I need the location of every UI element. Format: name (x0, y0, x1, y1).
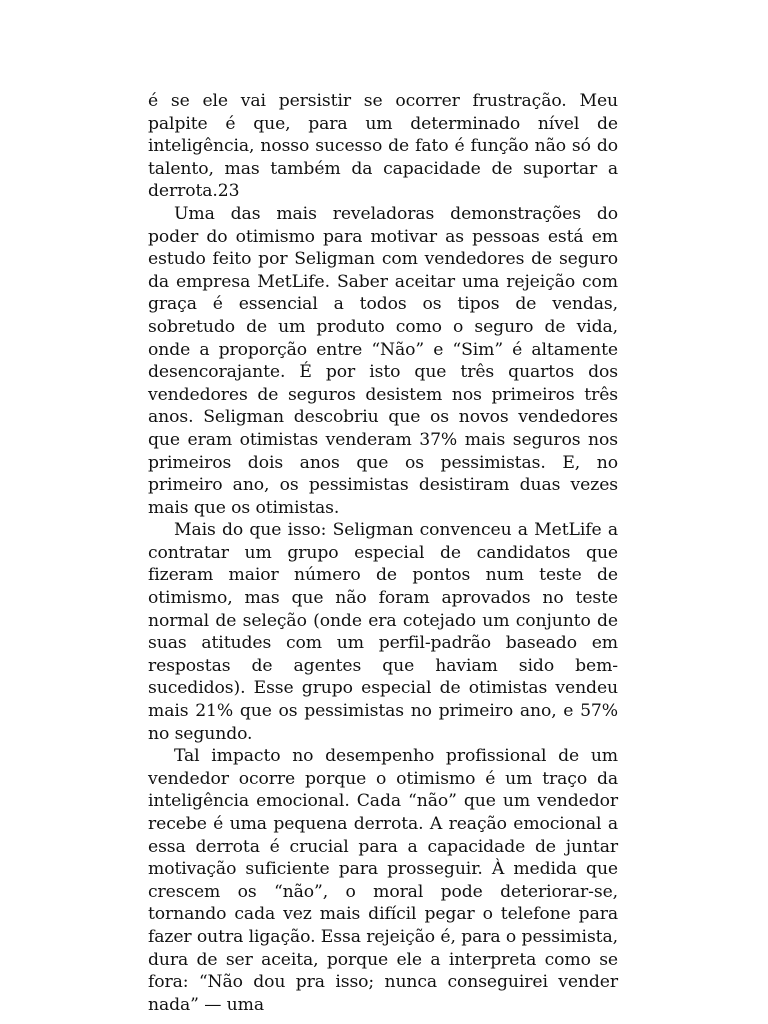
page-body-text (148, 90, 618, 1016)
paragraph-emotional-intelligence: Tal impacto no desempenho profissional de um vendedor ocorre porque o otimismo é um traço da inteligência emocional. Cada “não” que um vendedor recebe é uma pequena derrota. A reação emocional a essa derrota é crucial para a capacidade de juntar motivação suficiente para prosseguir. À medida que crescem os “não”, o moral pode deteriorar-se, tornando cada vez mais difícil pegar o telefone para fazer outra ligação. Essa rejeição é, para o pessimista, dura de ser aceita, porque ele a interpreta como se fora: “Não dou pra isso; nunca conseguirei vender nada” — uma (148, 746, 618, 1015)
paragraph-special-group: Mais do que isso: Seligman convenceu a MetLife a contratar um grupo especial de candidatos que fizeram maior número de pontos num teste de otimismo, mas que não foram aprovados no teste normal de seleção (onde era cotejado um conjunto de suas atitudes com um perfil-padrão baseado em respostas de agentes que haviam sido bem-sucedidos). Esse grupo especial de otimistas vendeu mais 21% que os pessimistas no primeiro ano, e 57% no segundo. (148, 520, 618, 744)
paragraph-metlife-study: Uma das mais reveladoras demonstrações do poder do otimismo para motivar as pessoas está em estudo feito por Seligman com vendedores de seguro da empresa MetLife. Saber aceitar uma rejeição com graça é essencial a todos os tipos de vendas, sobretudo de um produto como o seguro de vida, onde a proporção entre “Não” e “Sim” é altamente desencorajante. É por isto que três quartos dos vendedores de seguros desistem nos primeiros três anos. Seligman descobriu que os novos vendedores que eram otimistas venderam 37% mais seguros nos primeiros dois anos que os pessimistas. E, no primeiro ano, os pessimistas desistiram duas vezes mais que os otimistas. (148, 203, 618, 518)
paragraph-continuation: é se ele vai persistir se ocorrer frustração. Meu palpite é que, para um determinado nível de inteligência, nosso sucesso de fato é função não só do talento, mas também da capacidade de suportar a derrota.23 (148, 91, 618, 202)
